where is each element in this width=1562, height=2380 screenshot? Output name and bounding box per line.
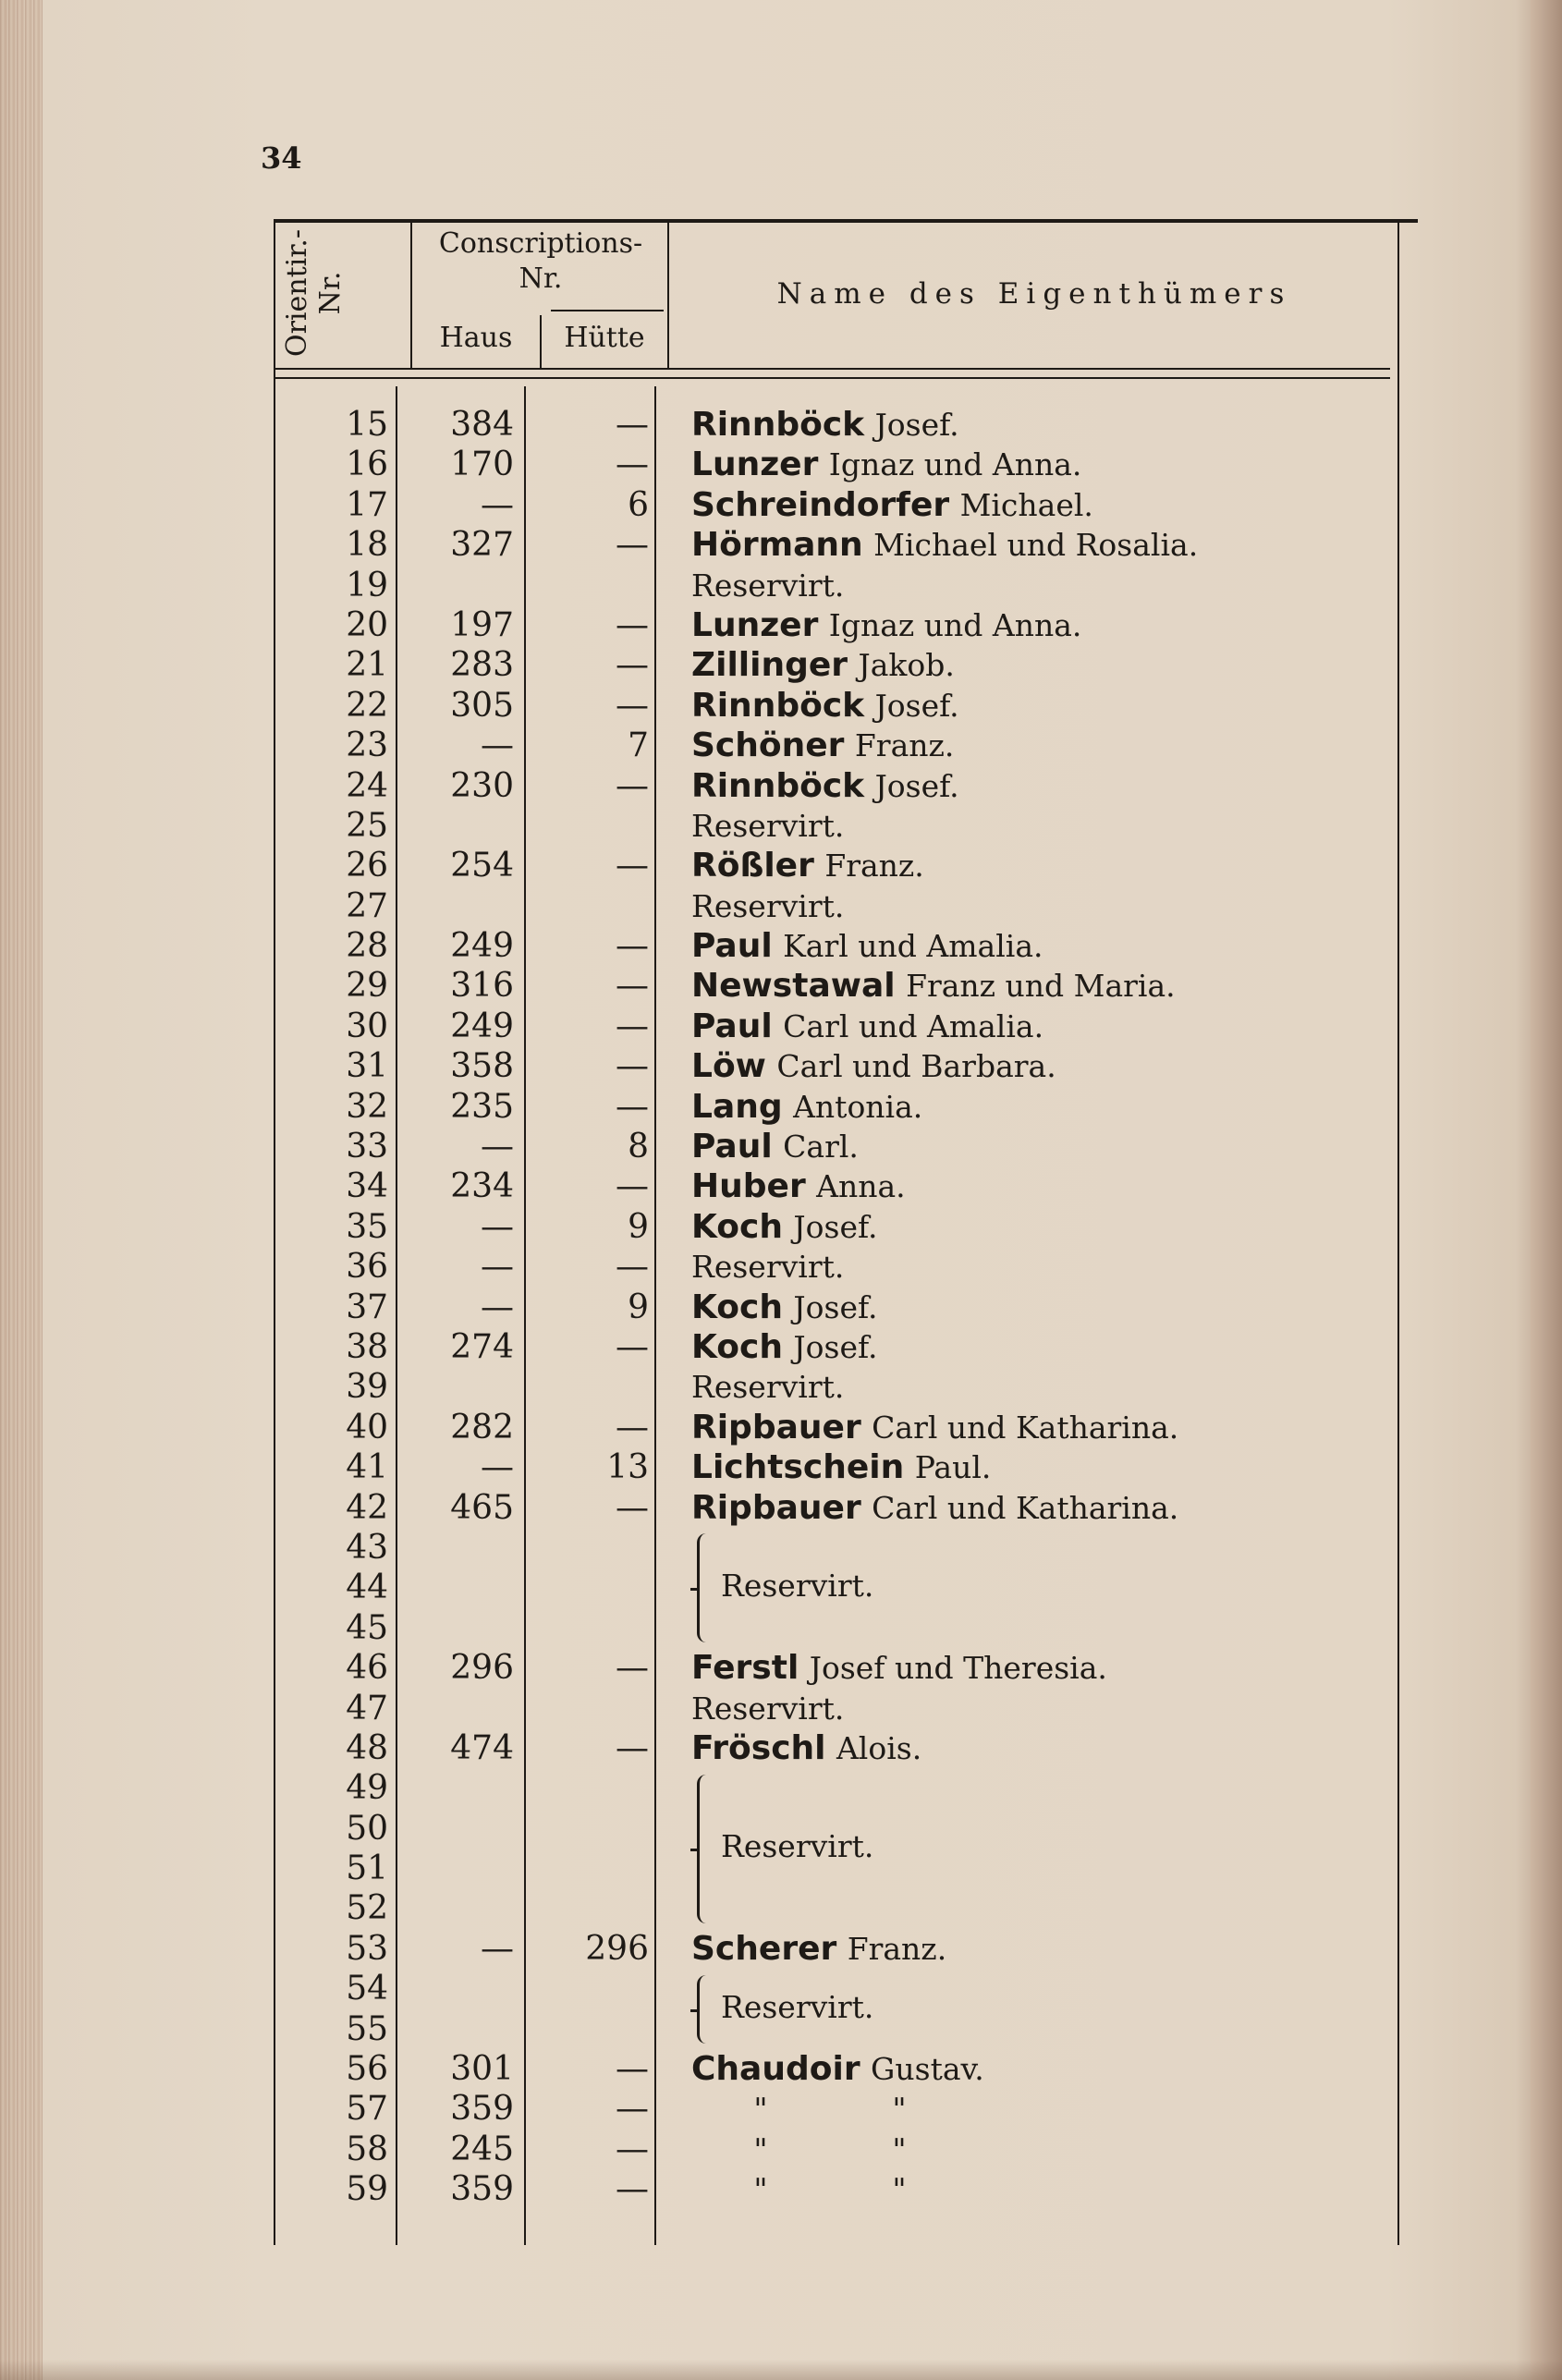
orientir-nr-cell: 18 — [346, 526, 388, 565]
huette-nr-cell: — — [616, 1649, 649, 1688]
header-divider-1 — [410, 223, 412, 368]
huette-nr-cell: — — [616, 2090, 649, 2129]
owner-surname: Rinnböck — [691, 766, 865, 805]
owner-given-names: Michael und Rosalia. — [873, 527, 1199, 564]
owner-surname: Paul — [691, 927, 773, 966]
huette-nr-cell: — — [616, 1728, 649, 1767]
owner-given-names: Antonia. — [793, 1088, 923, 1125]
table-row — [274, 605, 1397, 645]
owner-given-names: Josef. — [793, 1328, 878, 1365]
huette-nr-cell: 8 — [628, 1128, 649, 1166]
register-table-body — [274, 405, 1397, 2210]
huette-nr-cell: — — [616, 927, 649, 966]
owner-name-cell — [691, 1007, 1043, 1046]
owner-given-names: Gustav. — [871, 2051, 984, 2088]
owner-name-cell — [691, 1367, 844, 1407]
orientir-nr-cell: 45 — [346, 1608, 388, 1647]
haus-nr-cell: — — [481, 1128, 514, 1166]
orientir-nr-cell: 53 — [346, 1929, 388, 1968]
table-row — [274, 566, 1397, 605]
table-row — [274, 926, 1397, 966]
orientir-nr-cell: 31 — [346, 1047, 388, 1086]
huette-nr-cell: — — [616, 605, 649, 644]
huette-nr-cell: — — [616, 2050, 649, 2089]
owner-name-cell — [691, 806, 844, 846]
haus-nr-cell: 283 — [450, 646, 514, 685]
table-row — [274, 525, 1397, 565]
huette-nr-cell: — — [616, 1167, 649, 1206]
owner-name-cell — [691, 686, 959, 726]
owner-given-names: Carl. — [783, 1129, 859, 1166]
owner-name-cell — [691, 2049, 984, 2089]
haus-nr-cell: 358 — [450, 1047, 514, 1086]
orientir-nr-cell: 34 — [346, 1167, 388, 1206]
orientir-nr-cell: 30 — [346, 1007, 388, 1045]
owner-given-names: Reservirt. — [691, 887, 845, 924]
orientir-nr-cell: 36 — [346, 1248, 388, 1287]
reservirt-brace-label: Reservirt. — [721, 1568, 874, 1605]
owner-surname: Koch — [691, 1327, 783, 1366]
ditto-mark: " — [753, 2171, 768, 2208]
table-row — [274, 1768, 1397, 1808]
owner-given-names: Reservirt. — [691, 567, 845, 604]
orientir-nr-cell: 37 — [346, 1288, 388, 1326]
owner-given-names: Reservirt. — [691, 1690, 845, 1727]
owner-given-names: Josef. — [793, 1288, 878, 1325]
table-row — [274, 846, 1397, 885]
table-row — [274, 1367, 1397, 1407]
huette-nr-cell: — — [616, 1327, 649, 1366]
owner-name-cell — [691, 766, 959, 806]
haus-nr-cell: — — [481, 485, 514, 524]
huette-nr-cell: — — [616, 1248, 649, 1287]
owner-name-cell — [691, 1207, 878, 1247]
header-huette: Hütte — [564, 322, 645, 354]
table-row — [274, 1528, 1397, 1568]
huette-nr-cell: — — [616, 1047, 649, 1086]
owner-surname: Lichtschein — [691, 1448, 905, 1487]
table-row — [274, 966, 1397, 1006]
owner-given-names: Josef. — [793, 1208, 878, 1245]
table-right-border — [1397, 223, 1399, 2245]
orientir-nr-cell: 17 — [346, 485, 388, 524]
orientir-nr-cell: 27 — [346, 886, 388, 925]
owner-name-cell — [691, 1488, 1178, 1528]
orientir-nr-cell: 15 — [346, 406, 388, 444]
orientir-nr-cell: 42 — [346, 1488, 388, 1527]
orientir-nr-cell: 59 — [346, 2170, 388, 2209]
table-row — [274, 1689, 1397, 1728]
huette-nr-cell: — — [616, 526, 649, 565]
orientir-nr-cell: 58 — [346, 2130, 388, 2168]
owner-surname: Löw — [691, 1047, 766, 1086]
owner-given-names: Paul. — [914, 1449, 992, 1486]
owner-name-cell — [691, 2130, 969, 2169]
table-row — [274, 1648, 1397, 1688]
table-row — [274, 2130, 1397, 2169]
orientir-nr-cell: 55 — [346, 2009, 388, 2048]
owner-name-cell — [691, 525, 1198, 565]
table-row — [274, 886, 1397, 926]
haus-nr-cell: 327 — [450, 526, 514, 565]
orientir-nr-cell: 43 — [346, 1528, 388, 1567]
owner-name-cell — [691, 2089, 969, 2129]
owner-surname: Koch — [691, 1288, 783, 1326]
header-conscriptions-nr: Conscriptions- Nr. — [438, 227, 643, 295]
owner-name-cell — [691, 726, 954, 765]
owner-name-cell — [691, 1087, 922, 1127]
haus-nr-cell: 274 — [450, 1327, 514, 1366]
owner-given-names: Karl und Amalia. — [783, 928, 1043, 965]
orientir-nr-cell: 23 — [346, 726, 388, 765]
owner-name-cell — [691, 566, 844, 605]
owner-name-cell — [691, 1327, 878, 1367]
huette-nr-cell: — — [616, 766, 649, 805]
table-top-rule — [274, 219, 1418, 223]
orientir-nr-cell: 46 — [346, 1649, 388, 1688]
haus-nr-cell: 296 — [450, 1649, 514, 1688]
table-row — [274, 1166, 1397, 1206]
ditto-mark: " — [892, 2171, 907, 2208]
orientir-nr-cell: 26 — [346, 847, 388, 885]
orientir-nr-cell: 28 — [346, 927, 388, 966]
owner-name-cell — [691, 2169, 969, 2209]
orientir-nr-cell: 25 — [346, 806, 388, 845]
huette-nr-cell: — — [616, 1007, 649, 1045]
orientir-nr-cell: 21 — [346, 646, 388, 685]
owner-surname: Paul — [691, 1007, 773, 1045]
owner-name-cell — [691, 886, 844, 926]
haus-nr-cell: 249 — [450, 927, 514, 966]
table-row — [274, 1127, 1397, 1166]
orientir-nr-cell: 48 — [346, 1728, 388, 1767]
owner-surname: Zillinger — [691, 646, 848, 685]
owner-name-cell — [691, 405, 959, 445]
orientir-nr-cell: 33 — [346, 1128, 388, 1166]
owner-name-cell — [691, 1728, 921, 1768]
owner-given-names: Jakob. — [858, 647, 955, 684]
owner-name-cell — [691, 645, 955, 685]
table-row — [274, 485, 1397, 525]
huette-nr-cell: — — [616, 2130, 649, 2168]
orientir-nr-cell: 50 — [346, 1809, 388, 1848]
table-row — [274, 1046, 1397, 1086]
reservirt-brace-label: Reservirt. — [721, 1828, 874, 1865]
haus-nr-cell: 305 — [450, 686, 514, 725]
owner-given-names: Carl und Katharina. — [872, 1409, 1179, 1446]
header-name-des-eigenthuemers: Name des Eigenthümers — [776, 277, 1292, 311]
owner-surname: Lunzer — [691, 445, 819, 484]
reservirt-brace — [697, 1975, 713, 2044]
orientir-nr-cell: 47 — [346, 1689, 388, 1727]
owner-surname: Scherer — [691, 1929, 837, 1968]
table-row — [274, 645, 1397, 685]
table-row — [274, 2089, 1397, 2129]
huette-nr-cell: — — [616, 1408, 649, 1446]
huette-nr-cell: 9 — [628, 1288, 649, 1326]
orientir-nr-cell: 38 — [346, 1327, 388, 1366]
owner-name-cell — [691, 846, 924, 885]
haus-nr-cell: 197 — [450, 605, 514, 644]
huette-nr-cell: 9 — [628, 1207, 649, 1246]
owner-given-names: Josef. — [874, 687, 959, 724]
owner-name-cell — [691, 1288, 878, 1327]
owner-name-cell — [691, 1247, 844, 1287]
haus-nr-cell: 245 — [450, 2130, 514, 2168]
haus-nr-cell: — — [481, 1448, 514, 1487]
haus-nr-cell: 170 — [450, 445, 514, 484]
owner-surname: Rinnböck — [691, 686, 865, 725]
huette-nr-cell: 6 — [628, 485, 649, 524]
owner-name-cell — [691, 1166, 906, 1206]
header-bottom-rule-double — [274, 377, 1390, 379]
owner-surname: Hörmann — [691, 526, 863, 565]
owner-name-cell — [691, 1046, 1056, 1086]
owner-given-names: Carl und Amalia. — [783, 1007, 1044, 1044]
page-edge-left — [0, 0, 43, 2380]
huette-nr-cell: 7 — [628, 726, 649, 765]
haus-nr-cell: 235 — [450, 1087, 514, 1126]
haus-nr-cell: 234 — [450, 1167, 514, 1206]
owner-given-names: Carl und Barbara. — [776, 1048, 1056, 1085]
huette-nr-cell: — — [616, 406, 649, 444]
table-row — [274, 1007, 1397, 1046]
header-haus: Haus — [439, 322, 513, 354]
table-row — [274, 1327, 1397, 1367]
orientir-nr-cell: 22 — [346, 686, 388, 725]
table-row — [274, 1929, 1397, 1969]
haus-nr-cell: — — [481, 1288, 514, 1326]
owner-surname: Chaudoir — [691, 2050, 860, 2089]
owner-given-names: Michael. — [959, 486, 1093, 523]
owner-name-cell — [691, 926, 1043, 966]
owner-given-names: Ignaz und Anna. — [828, 606, 1082, 643]
orientir-nr-cell: 24 — [346, 766, 388, 805]
owner-surname: Fröschl — [691, 1728, 826, 1767]
haus-nr-cell: — — [481, 1248, 514, 1287]
orientir-nr-cell: 51 — [346, 1849, 388, 1888]
haus-nr-cell: — — [481, 1207, 514, 1246]
owner-given-names: Franz und Maria. — [906, 968, 1176, 1005]
owner-given-names: Josef. — [874, 767, 959, 804]
haus-nr-cell: — — [481, 1929, 514, 1968]
table-row — [274, 1728, 1397, 1768]
orientir-nr-cell: 19 — [346, 566, 388, 604]
owner-surname: Ferstl — [691, 1649, 799, 1688]
huette-nr-cell: — — [616, 2170, 649, 2209]
table-row — [274, 1888, 1397, 1928]
haus-nr-cell: 249 — [450, 1007, 514, 1045]
orientir-nr-cell: 35 — [346, 1207, 388, 1246]
owner-surname: Schöner — [691, 726, 845, 765]
owner-given-names: Ignaz und Anna. — [828, 446, 1082, 483]
ditto-mark: " — [753, 2091, 768, 2128]
orientir-nr-cell: 29 — [346, 967, 388, 1006]
table-row — [274, 1288, 1397, 1327]
owner-name-cell — [691, 1447, 991, 1487]
owner-surname: Rinnböck — [691, 406, 865, 444]
huette-nr-cell: — — [616, 847, 649, 885]
table-row — [274, 1247, 1397, 1287]
orientir-nr-cell: 39 — [346, 1368, 388, 1407]
orientir-nr-cell: 52 — [346, 1889, 388, 1928]
owner-name-cell — [691, 445, 1081, 484]
ditto-mark: " — [892, 2091, 907, 2128]
orientir-nr-cell: 44 — [346, 1568, 388, 1607]
orientir-nr-cell: 49 — [346, 1769, 388, 1808]
owner-surname: Rößler — [691, 847, 814, 885]
huette-nr-cell: — — [616, 686, 649, 725]
conscriptions-sub-rule — [551, 310, 664, 311]
huette-nr-cell: 296 — [585, 1929, 649, 1968]
owner-name-cell — [691, 966, 1176, 1006]
orientir-nr-cell: 57 — [346, 2090, 388, 2129]
huette-nr-cell: — — [616, 1087, 649, 1126]
owner-name-cell — [691, 1127, 859, 1166]
table-row — [274, 766, 1397, 806]
owner-name-cell — [691, 1408, 1178, 1447]
haus-nr-cell: 465 — [450, 1488, 514, 1527]
owner-surname: Koch — [691, 1207, 783, 1246]
owner-name-cell — [691, 605, 1081, 645]
header-divider-2 — [540, 315, 542, 368]
owner-name-cell — [691, 1689, 844, 1728]
huette-nr-cell: 13 — [606, 1448, 649, 1487]
page-edge-bottom — [0, 2360, 1562, 2380]
header-orientir-nr: Orientir.- Nr. — [281, 229, 347, 357]
huette-nr-cell: — — [616, 967, 649, 1006]
table-row — [274, 1408, 1397, 1447]
orientir-nr-cell: 32 — [346, 1087, 388, 1126]
owner-given-names: Franz. — [824, 848, 924, 885]
table-row — [274, 1087, 1397, 1127]
table-row — [274, 1488, 1397, 1528]
page-edge-right — [1531, 0, 1562, 2380]
ditto-mark: " — [753, 2130, 768, 2167]
huette-nr-cell: — — [616, 1488, 649, 1527]
owner-given-names: Reservirt. — [691, 807, 845, 844]
orientir-nr-cell: 16 — [346, 445, 388, 484]
owner-surname: Lang — [691, 1087, 783, 1126]
owner-name-cell — [691, 1648, 1107, 1688]
owner-surname: Paul — [691, 1128, 773, 1166]
haus-nr-cell: 359 — [450, 2170, 514, 2209]
table-row — [274, 1447, 1397, 1487]
owner-given-names: Franz. — [854, 727, 955, 764]
table-row — [274, 1207, 1397, 1247]
haus-nr-cell: 282 — [450, 1408, 514, 1446]
owner-surname: Schreindorfer — [691, 485, 950, 524]
haus-nr-cell: 316 — [450, 967, 514, 1006]
owner-surname: Newstawal — [691, 967, 896, 1006]
haus-nr-cell: 230 — [450, 766, 514, 805]
table-row — [274, 806, 1397, 846]
owner-surname: Ripbauer — [691, 1408, 861, 1446]
owner-given-names: Reservirt. — [691, 1249, 845, 1286]
table-row — [274, 686, 1397, 726]
orientir-nr-cell: 41 — [346, 1448, 388, 1487]
huette-nr-cell: — — [616, 445, 649, 484]
owner-surname: Ripbauer — [691, 1488, 861, 1527]
table-row — [274, 405, 1397, 445]
reservirt-brace — [697, 1533, 713, 1642]
table-row — [274, 445, 1397, 484]
haus-nr-cell: 254 — [450, 847, 514, 885]
owner-surname: Huber — [691, 1167, 806, 1206]
haus-nr-cell: 359 — [450, 2090, 514, 2129]
owner-surname: Lunzer — [691, 605, 819, 644]
page-number: 34 — [261, 140, 302, 176]
owner-given-names: Reservirt. — [691, 1369, 845, 1406]
huette-nr-cell: — — [616, 646, 649, 685]
owner-given-names: Anna. — [816, 1168, 906, 1205]
ditto-mark: " — [892, 2130, 907, 2167]
table-row — [274, 726, 1397, 765]
owner-name-cell — [691, 485, 1093, 525]
table-row — [274, 2049, 1397, 2089]
haus-nr-cell: 474 — [450, 1728, 514, 1767]
reservirt-brace-label: Reservirt. — [721, 1989, 874, 2025]
haus-nr-cell: — — [481, 726, 514, 765]
owner-given-names: Josef. — [874, 407, 959, 443]
reservirt-brace — [697, 1775, 713, 1924]
owner-given-names: Franz. — [847, 1930, 947, 1967]
orientir-nr-cell: 40 — [346, 1408, 388, 1446]
orientir-nr-cell: 54 — [346, 1970, 388, 2008]
owner-name-cell — [691, 1929, 946, 1969]
table-row — [274, 2169, 1397, 2209]
orientir-nr-cell: 56 — [346, 2050, 388, 2089]
owner-given-names: Josef und Theresia. — [809, 1650, 1107, 1687]
table-row — [274, 1608, 1397, 1648]
haus-nr-cell: 301 — [450, 2050, 514, 2089]
orientir-nr-cell: 20 — [346, 605, 388, 644]
owner-given-names: Alois. — [836, 1729, 922, 1766]
haus-nr-cell: 384 — [450, 406, 514, 444]
owner-given-names: Carl und Katharina. — [872, 1489, 1179, 1526]
header-bottom-rule — [274, 368, 1390, 370]
header-divider-3 — [667, 223, 669, 368]
